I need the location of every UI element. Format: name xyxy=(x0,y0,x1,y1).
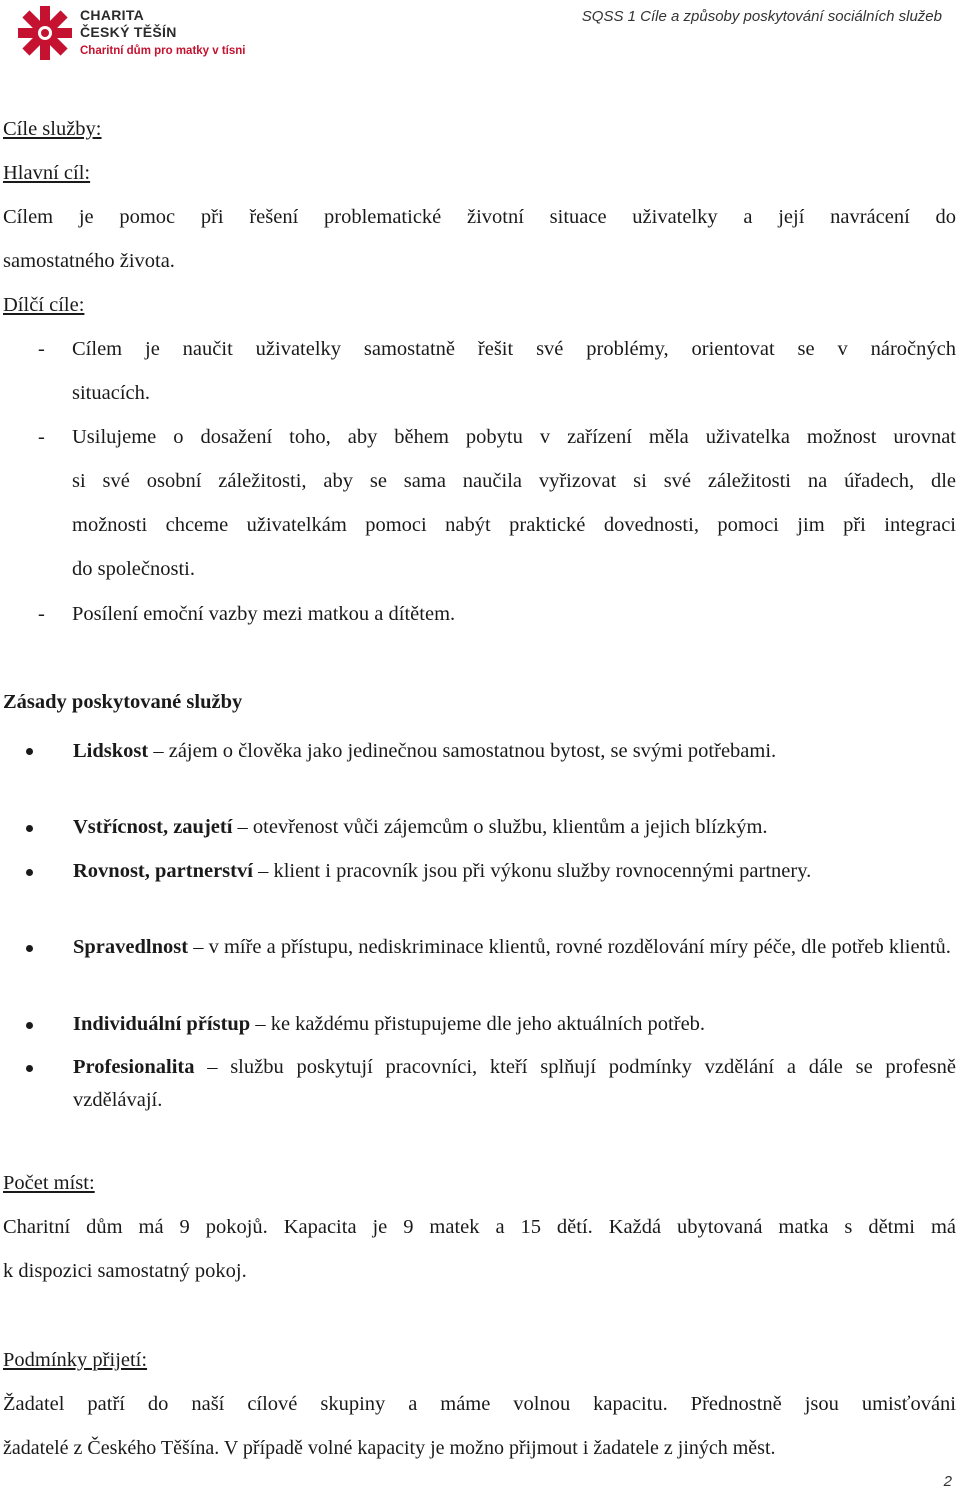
principle-5-term: Individuální přístup xyxy=(73,1013,251,1035)
bullet-icon xyxy=(26,1022,33,1029)
capacity-line-2: k dispozici samostatný pokoj. xyxy=(3,1260,247,1282)
charita-cross-icon xyxy=(16,4,74,62)
principle-1-term: Lidskost xyxy=(73,740,149,762)
principle-1 xyxy=(73,735,956,768)
dash-marker: - xyxy=(38,338,45,360)
logo-line-1: CHARITA xyxy=(80,7,145,23)
principle-4 xyxy=(73,931,956,964)
partial-goal-2-line-4: do společnosti. xyxy=(72,558,195,580)
logo-subtitle: Charitní dům pro matky v tísni xyxy=(80,45,246,57)
capacity-heading: Počet míst: xyxy=(3,1172,95,1194)
principle-4-term: Spravedlnost xyxy=(73,936,189,958)
principle-1-desc: – zájem o člověka jako jedinečnou samostatnou bytost, se svými potřebami. xyxy=(148,740,777,762)
principles-heading: Zásady poskytované služby xyxy=(3,691,243,713)
partial-goal-2-line-3: možnosti chceme uživatelkám pomoci nabýt praktické dovednosti, pomoci jim při integraci xyxy=(72,514,956,536)
main-goal-heading: Hlavní cíl: xyxy=(3,162,91,184)
partial-goal-1-line-2: situacích. xyxy=(72,382,150,404)
logo-line-2: ČESKÝ TĚŠÍN xyxy=(80,24,177,40)
principle-6 xyxy=(73,1051,956,1117)
partial-goal-2-line-2: si své osobní záležitosti, aby se sama naučila vyřizovat si své záležitosti na úřadech, dle xyxy=(72,470,956,492)
admission-line-2: žadatelé z Českého Těšína. V případě volné kapacity je možno přijmout i žadatele z jiných měst. xyxy=(3,1437,776,1459)
partial-goal-3: Posílení emoční vazby mezi matkou a dítětem. xyxy=(72,603,456,625)
principle-6-term: Profesionalita xyxy=(73,1056,195,1078)
document-title: SQSS 1 Cíle a způsoby poskytování sociálních služeb xyxy=(581,8,942,25)
main-goal-line-1: Cílem je pomoc při řešení problematické životní situace uživatelky a její navrácení do xyxy=(3,206,956,228)
principle-2-desc: – otevřenost vůči zájemcům o službu, klientům a jejich blízkým. xyxy=(232,816,768,838)
charita-logo xyxy=(16,4,246,64)
dash-marker: - xyxy=(38,603,45,625)
principle-5 xyxy=(73,1008,956,1041)
bullet-icon xyxy=(26,1065,33,1072)
capacity-line-1: Charitní dům má 9 pokojů. Kapacita je 9 matek a 15 dětí. Každá ubytovaná matka s dětmi má xyxy=(3,1216,956,1238)
principle-3-term: Rovnost, partnerství xyxy=(73,860,253,882)
principle-5-desc: – ke každému přistupujeme dle jeho aktuálních potřeb. xyxy=(250,1013,706,1035)
page-header xyxy=(0,0,960,70)
partial-goal-2-line-1: Usilujeme o dosažení toho, aby během pobytu v zařízení měla uživatelka možnost urovnat xyxy=(72,426,956,448)
principle-3-desc: – klient i pracovník jsou při výkonu služby rovnocennými partnery. xyxy=(252,860,812,882)
bullet-icon xyxy=(26,869,33,876)
partial-goals-heading: Dílčí cíle: xyxy=(3,294,85,316)
bullet-icon xyxy=(26,825,33,832)
dash-marker: - xyxy=(38,426,45,448)
principle-4-desc: – v míře a přístupu, nediskriminace klientů, rovné rozdělování míry péče, dle potřeb klientů. xyxy=(188,936,951,958)
bullet-icon xyxy=(26,945,33,952)
admission-heading: Podmínky přijetí: xyxy=(3,1349,148,1371)
goals-heading: Cíle služby: xyxy=(3,118,102,140)
bullet-icon xyxy=(26,748,33,755)
main-goal-line-2: samostatného života. xyxy=(3,250,175,272)
principle-3 xyxy=(73,855,956,888)
partial-goal-1-line-1: Cílem je naučit uživatelky samostatně řešit své problémy, orientovat se v náročných xyxy=(72,338,956,360)
principle-2-term: Vstřícnost, zaujetí xyxy=(73,816,233,838)
principle-2 xyxy=(73,811,948,844)
principle-6-desc: – službu poskytují pracovníci, kteří splňují podmínky vzdělání a dále se profesně vzdělávají. xyxy=(73,1056,956,1111)
page-number: 2 xyxy=(943,1473,952,1490)
admission-line-1: Žadatel patří do naší cílové skupiny a máme volnou kapacitu. Přednostně jsou umisťováni xyxy=(3,1393,956,1415)
